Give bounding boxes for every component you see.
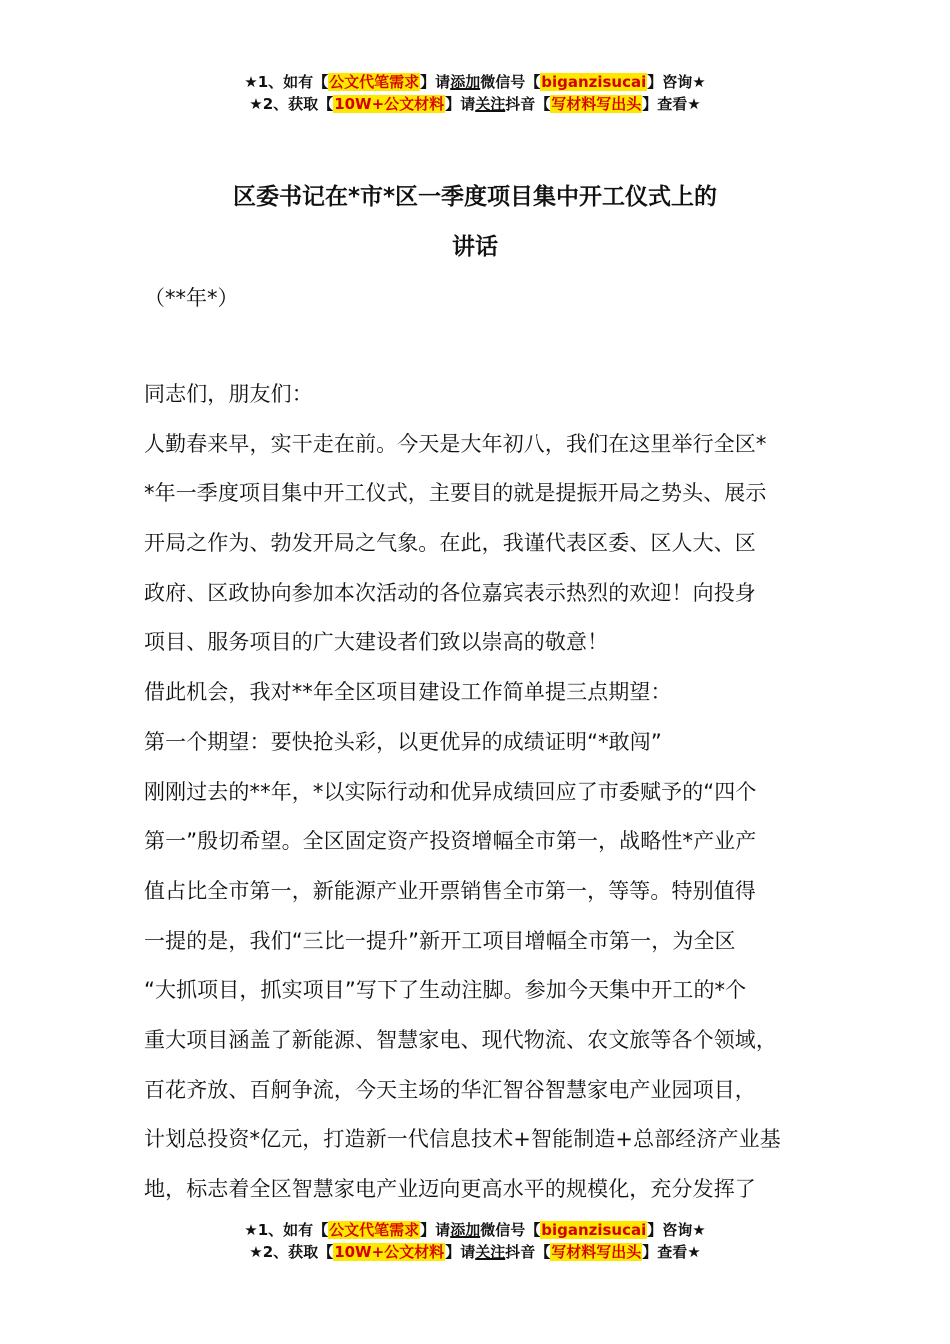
bottom-banner — [0, 1219, 950, 1263]
body-line: 值占比全市第一，新能源产业开票销售全市第一，等等。特别值得 — [144, 878, 756, 903]
highlight-douyin-account: 写材料写出头 — [551, 95, 642, 113]
document-title-line-1: 区委书记在*市*区一季度项目集中开工仪式上的 — [232, 184, 718, 210]
body-line: 同志们，朋友们： — [144, 382, 313, 406]
banner-line-2: ★2、获取【10W+公文材料】请关注抖音【写材料写出头】查看★ — [249, 1243, 701, 1261]
highlight-wechat-id: biganzisucai — [541, 73, 647, 91]
highlight-wechat-id: biganzisucai — [541, 1221, 647, 1239]
body-line: 借此机会，我对**年全区项目建设工作简单提三点期望： — [144, 680, 672, 705]
body-line: *年一季度项目集中开工仪式，主要目的就是提振开局之势头、展示 — [144, 481, 767, 506]
document-body — [144, 370, 834, 1215]
section-heading-1: 第一个期望：要快抢头彩，以更优异的成绩证明“*敢闯” — [144, 729, 662, 754]
body-line: 第一”殷切希望。全区固定资产投资增幅全市第一，战略性*产业产 — [144, 829, 757, 854]
body-line: 项目、服务项目的广大建设者们致以崇高的敬意！ — [144, 630, 609, 655]
banner-line-1: ★1、如有【公文代笔需求】请添加微信号【biganzisucai】咨询★ — [244, 1221, 706, 1239]
body-line: 政府、区政协向参加本次活动的各位嘉宾表示热烈的欢迎！向投身 — [144, 580, 756, 605]
highlight-materials: 10W+公文材料 — [334, 95, 445, 113]
top-banner — [0, 71, 950, 115]
body-line: 重大项目涵盖了新能源、智慧家电、现代物流、农文旅等各个领域， — [144, 1027, 777, 1052]
banner-line-1: ★1、如有【公文代笔需求】请添加微信号【biganzisucai】咨询★ — [244, 73, 706, 91]
body-line: 刚刚过去的**年，*以实际行动和优异成绩回应了市委赋予的“四个 — [144, 779, 757, 804]
document-title-line-2: 讲话 — [452, 234, 498, 260]
body-line: 人勤春来早，实干走在前。今天是大年初八，我们在这里举行全区* — [144, 431, 767, 456]
highlight-douyin-account: 写材料写出头 — [551, 1243, 642, 1261]
banner-line-2: ★2、获取【10W+公文材料】请关注抖音【写材料写出头】查看★ — [249, 95, 701, 113]
body-line: 计划总投资*亿元，打造新一代信息技术+智能制造+总部经济产业基 — [144, 1127, 781, 1152]
highlight-materials: 10W+公文材料 — [334, 1243, 445, 1261]
body-line: 地，标志着全区智慧家电产业迈向更高水平的规模化，充分发挥了 — [144, 1177, 756, 1201]
highlight-service: 公文代笔需求 — [329, 73, 420, 91]
document-date: （**年*） — [144, 286, 239, 310]
body-line: 百花齐放、百舸争流，今天主场的华汇智谷智慧家电产业园项目， — [144, 1077, 756, 1102]
body-line: 开局之作为、勃发开局之气象。在此，我谨代表区委、区人大、区 — [144, 531, 756, 556]
body-line: “大抓项目，抓实项目”写下了生动注脚。参加今天集中开工的*个 — [144, 978, 747, 1003]
highlight-service: 公文代笔需求 — [329, 1221, 420, 1239]
body-line: 一提的是，我们“三比一提升”新开工项目增幅全市第一，为全区 — [144, 928, 736, 953]
